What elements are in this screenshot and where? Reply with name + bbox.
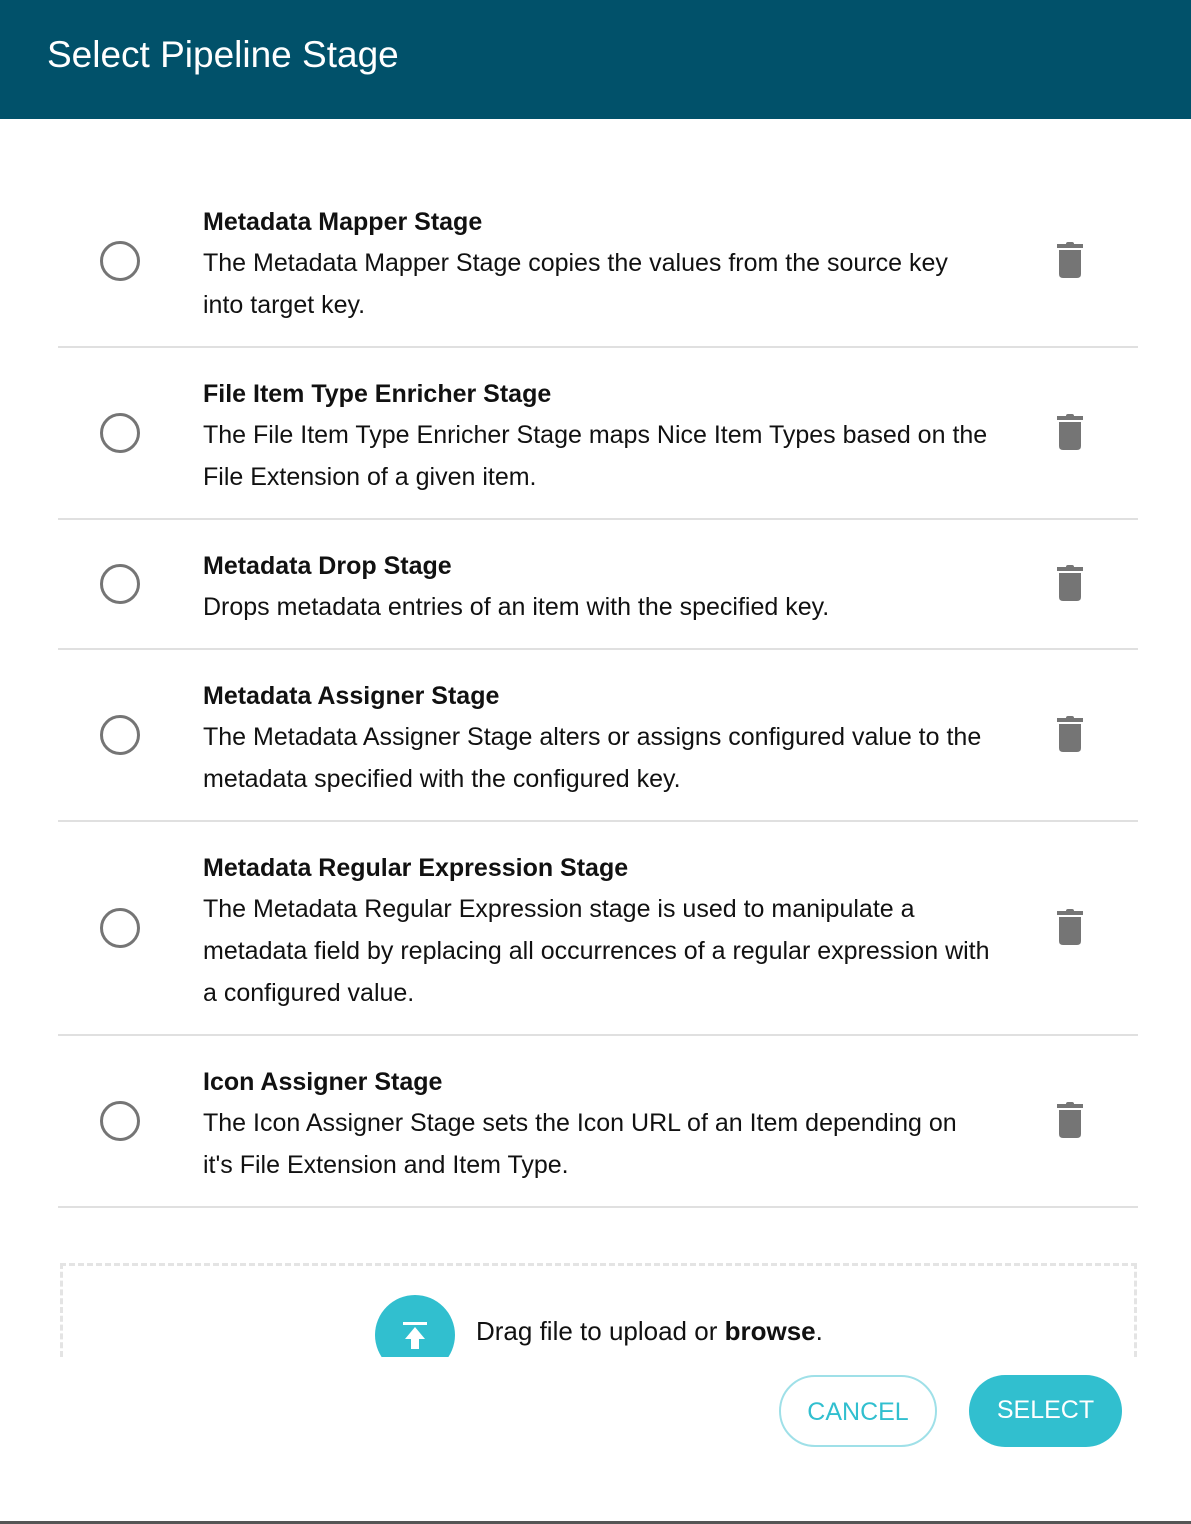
stage-description: Drops metadata entries of an item with the specified key. — [203, 593, 830, 621]
stage-row[interactable] — [58, 520, 1138, 650]
stage-radio[interactable] — [100, 908, 140, 948]
stage-description: The Metadata Assigner Stage alters or assigns configured value to the metadata specified with the configured key. — [203, 723, 982, 793]
stage-radio[interactable] — [100, 1101, 140, 1141]
stage-description: The Metadata Regular Expression stage is used to manipulate a metadata field by replacing all occurrences of a regular expression with a configured value. — [203, 895, 990, 1007]
cancel-button[interactable]: CANCEL — [779, 1375, 937, 1447]
stage-list — [58, 176, 1138, 1208]
select-button[interactable]: SELECT — [969, 1375, 1122, 1447]
upload-button[interactable] — [375, 1295, 455, 1357]
stage-title: Metadata Assigner Stage — [203, 682, 500, 710]
trash-icon[interactable] — [1057, 715, 1083, 753]
stage-row[interactable] — [58, 650, 1138, 822]
stage-description: The Icon Assigner Stage sets the Icon URL of an Item depending on it's File Extension and Item Type. — [203, 1109, 957, 1179]
stage-radio[interactable] — [100, 413, 140, 453]
stage-title: File Item Type Enricher Stage — [203, 380, 552, 408]
stage-title: Icon Assigner Stage — [203, 1068, 443, 1096]
trash-icon[interactable] — [1057, 564, 1083, 602]
stage-radio[interactable] — [100, 715, 140, 755]
stage-description: The File Item Type Enricher Stage maps Nice Item Types based on the File Extension of a given item. — [203, 421, 988, 491]
stage-title: Metadata Regular Expression Stage — [203, 854, 629, 882]
upload-icon — [375, 1295, 455, 1357]
stage-row[interactable] — [58, 348, 1138, 520]
dialog-header — [0, 0, 1191, 119]
trash-icon[interactable] — [1057, 413, 1083, 451]
upload-suffix: . — [815, 1316, 823, 1346]
stage-title: Metadata Drop Stage — [203, 552, 452, 580]
browse-link[interactable]: browse — [724, 1316, 816, 1346]
stage-radio[interactable] — [100, 241, 140, 281]
stage-row[interactable] — [58, 822, 1138, 1036]
stage-row[interactable] — [58, 176, 1138, 348]
stage-radio[interactable] — [100, 564, 140, 604]
trash-icon[interactable] — [1057, 1101, 1083, 1139]
upload-text — [476, 1316, 823, 1347]
upload-instruction: Drag file to upload or — [476, 1316, 725, 1346]
stage-row[interactable] — [58, 1036, 1138, 1208]
trash-icon[interactable] — [1057, 241, 1083, 279]
stage-description: The Metadata Mapper Stage copies the values from the source key into target key. — [203, 249, 948, 319]
trash-icon[interactable] — [1057, 908, 1083, 946]
stage-title: Metadata Mapper Stage — [203, 208, 483, 236]
dialog-title: Select Pipeline Stage — [47, 34, 399, 75]
